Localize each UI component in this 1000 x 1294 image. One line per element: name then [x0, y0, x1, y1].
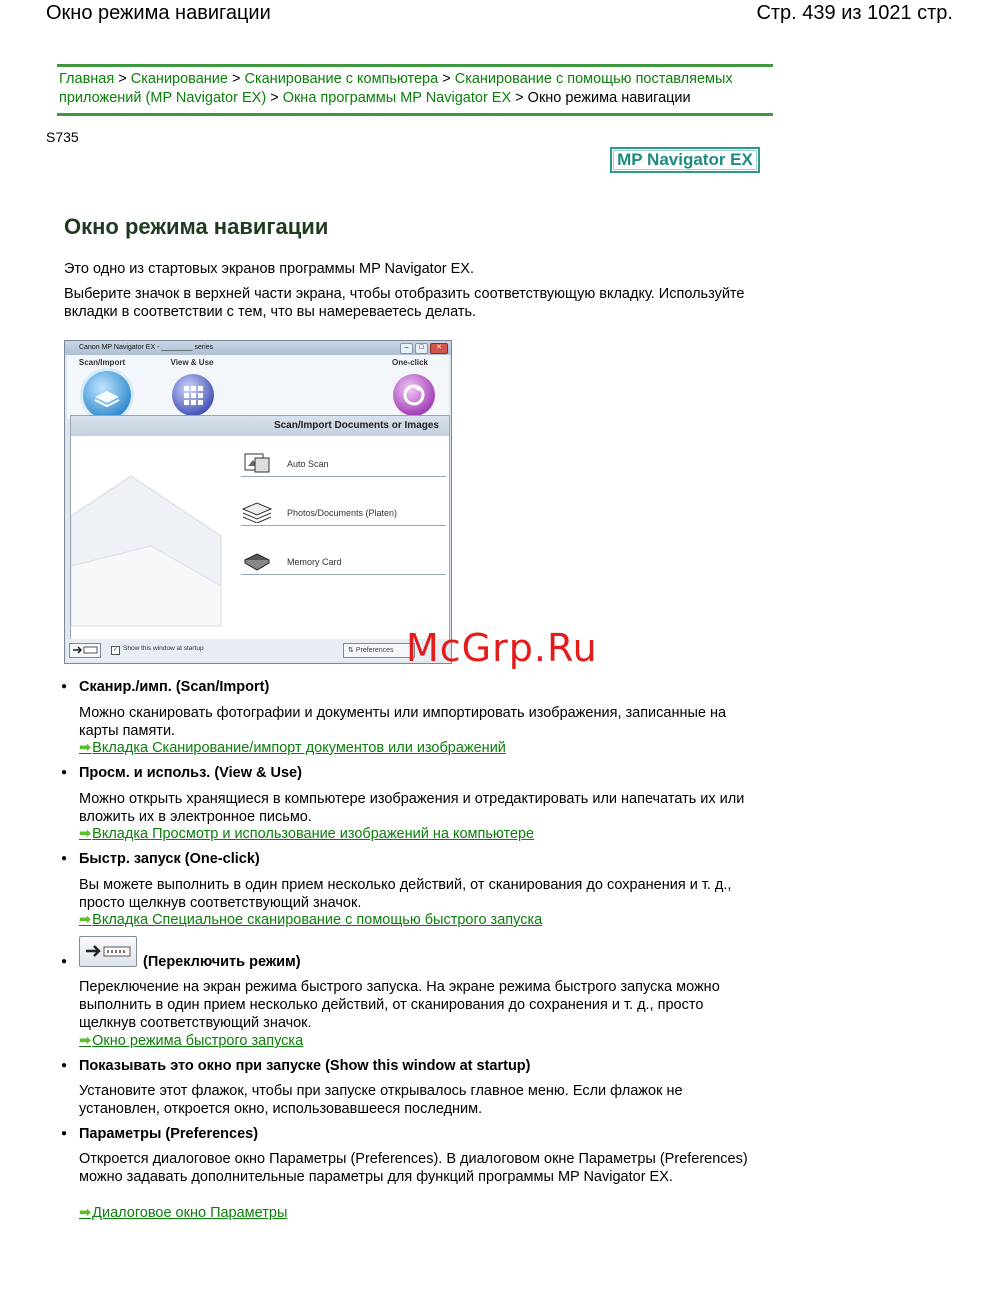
section-link[interactable]: ➡Окно режима быстрого запуска — [79, 1033, 304, 1049]
status-bar — [67, 639, 449, 661]
breadcrumb — [57, 64, 773, 116]
preferences-button[interactable] — [343, 643, 415, 658]
tool-auto-scan[interactable] — [241, 452, 446, 477]
section-text: Можно открыть хранящиеся в компьютере изображения и отредактировать или напечатать их или вложить их в электронное письмо. — [79, 791, 745, 825]
product-badge: MP Navigator EX — [610, 147, 760, 173]
arrow-right-icon: ➡ — [79, 740, 92, 756]
arrow-right-icon: ➡ — [79, 826, 92, 842]
breadcrumb-home[interactable]: Главная — [59, 71, 115, 87]
switch-mode-button-image — [79, 936, 137, 967]
breadcrumb-sep: > — [270, 90, 279, 106]
mode-view-use-label: View & Use — [170, 358, 214, 367]
breadcrumb-sep: > — [515, 90, 524, 106]
section-link[interactable]: ➡Вкладка Специальное сканирование с помощью быстрого запуска — [79, 912, 543, 928]
section-link[interactable]: ➡Вкладка Просмотр и использование изображений на компьютере — [79, 826, 535, 842]
tool-label: Memory Card — [287, 557, 342, 567]
breadcrumb-current: Окно режима навигации — [527, 90, 691, 106]
arrow-right-icon: ➡ — [79, 912, 92, 928]
preferences-label: Preferences — [355, 647, 394, 654]
breadcrumb-bundled-apps[interactable]: Сканирование с помощью поставляемых приложений (MP Navigator EX) — [59, 71, 733, 106]
section-heading: ● Показывать это окно при запуске (Show this window at startup) — [61, 1058, 531, 1074]
minimize-icon[interactable]: – — [400, 343, 413, 354]
view-use-icon[interactable] — [172, 374, 214, 416]
section-heading: ● Параметры (Preferences) — [61, 1126, 258, 1142]
show-at-startup-label: Show this window at startup — [123, 645, 204, 652]
tool-label: Photos/Documents (Platen) — [287, 508, 398, 518]
arrow-right-icon: ➡ — [79, 1205, 92, 1221]
section-link[interactable]: ➡Вкладка Сканирование/импорт документов или изображений — [79, 740, 506, 756]
platen-icon — [241, 501, 273, 523]
switch-mode-button[interactable] — [69, 643, 101, 658]
window-title: Canon MP Navigator EX - ________ series — [79, 344, 214, 351]
tool-photos-documents[interactable] — [241, 501, 446, 526]
one-click-icon[interactable] — [393, 374, 435, 416]
scanner-illustration-icon — [71, 456, 231, 636]
memory-card-icon — [241, 550, 273, 572]
section-text: Установите этот флажок, чтобы при запуске открывалось главное меню. Если флажок не установлен, откроется окно, использовавшееся последним. — [79, 1083, 683, 1117]
section-heading: ● Просм. и использ. (View & Use) — [61, 765, 302, 781]
mode-bar — [67, 355, 449, 419]
section-bullet — [61, 954, 79, 970]
app-screenshot — [64, 340, 452, 664]
switch-mode-icon — [80, 937, 136, 966]
show-at-startup-checkbox[interactable] — [111, 645, 204, 655]
breadcrumb-scan-from-pc[interactable]: Сканирование с компьютера — [244, 71, 439, 87]
intro-paragraph-1: Это одно из стартовых экранов программы MP Navigator EX. — [64, 261, 474, 277]
page-title: Окно режима навигации — [64, 214, 329, 239]
maximize-icon[interactable]: □ — [415, 343, 428, 354]
page-header-title: Окно режима навигации — [46, 2, 271, 24]
arrow-right-icon: ➡ — [79, 1033, 92, 1049]
mode-scan-import-label: Scan/Import — [78, 358, 126, 367]
window-titlebar — [65, 341, 451, 355]
checkbox-check-icon: ✓ — [112, 647, 119, 653]
tool-label: Auto Scan — [287, 459, 329, 469]
breadcrumb-sep: > — [118, 71, 127, 87]
watermark: McGrp.Ru — [406, 626, 598, 670]
panel-title: Scan/Import Documents or Images — [71, 416, 449, 436]
auto-scan-icon — [241, 452, 273, 474]
section-text: Откроется диалоговое окно Параметры (Preferences). В диалоговом окне Параметры (Preferences) можно задавать дополнительные параметры для функций программы MP Navigator EX. — [79, 1151, 748, 1185]
section-heading: ● Быстр. запуск (One-click) — [61, 851, 260, 867]
breadcrumb-sep: > — [231, 71, 241, 87]
tool-memory-card[interactable] — [241, 550, 446, 575]
breadcrumb-windows[interactable]: Окна программы MP Navigator EX — [282, 90, 512, 106]
scan-import-panel — [70, 415, 450, 641]
scan-import-icon[interactable] — [83, 371, 131, 419]
section-text: Переключение на экран режима быстрого запуска. На экране режима быстрого запуска можно выполнить в один прием несколько действий, от сканирования до сохранения и т. д., просто щелкнув соответствующий значок. — [79, 979, 720, 1031]
section-text: Можно сканировать фотографии и документы или импортировать изображения, записанные на карты памяти. — [79, 705, 727, 739]
section-heading: ● Сканир./имп. (Scan/Import) — [61, 679, 269, 695]
page-counter: Стр. 439 из 1021 стр. — [756, 2, 953, 24]
doc-code: S735 — [46, 129, 79, 145]
section-text: Вы можете выполнить в один прием несколько действий, от сканирования до сохранения и т. д., просто щелкнув соответствующий значок. — [79, 877, 732, 911]
close-icon[interactable]: ✕ — [430, 343, 448, 354]
section-link[interactable]: ➡Диалоговое окно Параметры — [79, 1205, 288, 1221]
preferences-icon: ⇅ — [348, 647, 356, 654]
breadcrumb-sep: > — [442, 71, 451, 87]
breadcrumb-scanning[interactable]: Сканирование — [130, 71, 228, 87]
mode-one-click-label: One-click — [391, 358, 428, 367]
section-heading: (Переключить режим) — [143, 954, 301, 970]
intro-paragraph-2: Выберите значок в верхней части экрана, чтобы отобразить соответствующую вкладку. Используйте вкладки в соответствии с тем, что вы намереваетесь делать. — [64, 286, 745, 320]
